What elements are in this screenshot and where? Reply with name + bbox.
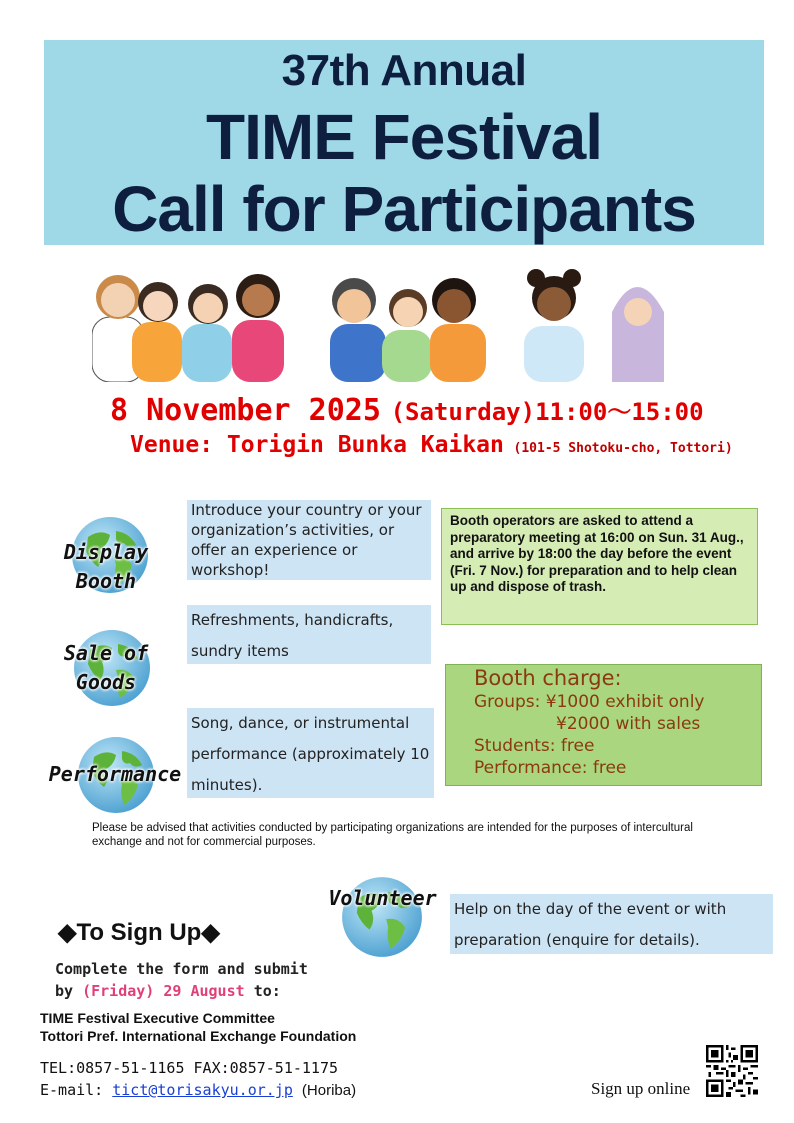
venue-name: Venue: Torigin Bunka Kaikan — [130, 432, 504, 458]
event-date-time — [110, 392, 704, 428]
signup-deadline: (Friday) 29 August — [82, 982, 245, 1000]
category-sale-goods-label — [52, 639, 160, 697]
category-label-line: Booth — [75, 569, 137, 593]
category-sale-goods-description: Refreshments, handicrafts, sundry items — [187, 605, 431, 664]
organizer-committee: TIME Festival Executive Committee — [40, 1010, 275, 1026]
event-time: 11:00～15:00 — [535, 398, 704, 426]
booth-charge-box — [445, 664, 762, 786]
performance-charge: Performance: free — [474, 758, 627, 778]
festival-title: TIME Festival — [206, 101, 602, 173]
signup-online-label: Sign up online — [591, 1079, 691, 1098]
category-display-booth-description: Introduce your country or your organization’s activities, or offer an experience or workshop! — [187, 500, 431, 580]
event-weekday: (Saturday) — [390, 398, 536, 426]
category-label-line: Display — [63, 540, 149, 564]
call-title: Call for Participants — [112, 173, 696, 245]
tel-fax: TEL:0857-51-1165 FAX:0857-51-1175 — [40, 1059, 339, 1077]
groups-label: Groups: — [474, 692, 541, 712]
contact-block — [40, 1057, 356, 1102]
groups-price-sales: ¥2000 with sales — [556, 714, 701, 734]
signup-line-1: Complete the form and submit — [55, 960, 308, 978]
event-date: 8 November 2025 — [110, 393, 381, 428]
groups-price-exhibit: ¥1000 exhibit only — [545, 692, 705, 712]
event-venue — [130, 432, 733, 458]
email-label: E-mail: — [40, 1081, 104, 1099]
category-performance-label: Performance — [48, 762, 182, 786]
category-display-booth-label — [52, 538, 160, 596]
category-label-line: Sale of — [63, 641, 149, 665]
students-charge: Students: free — [474, 736, 595, 756]
signup-line-2 — [55, 980, 308, 1002]
category-performance-description: Song, dance, or instrumental performance (approximately 10 minutes). — [187, 708, 434, 798]
venue-address: (101-5 Shotoku-cho, Tottori) — [513, 441, 733, 456]
signup-instructions — [55, 958, 308, 1002]
volunteer-description: Help on the day of the event or with preparation (enquire for details). — [450, 894, 773, 954]
people-illustration — [92, 262, 692, 382]
groups-charge-row — [474, 691, 761, 713]
category-label-line: Goods — [75, 670, 137, 694]
disclaimer-text: Please be advised that activities conducted by participating organizations are intended for the purposes of intercultural exchange and not for commercial purposes. — [92, 822, 693, 848]
edition-title: 37th Annual — [281, 46, 527, 95]
organizer-block — [40, 1009, 356, 1045]
deadline-suffix: to: — [253, 982, 281, 1000]
organizer-foundation: Tottori Pref. International Exchange Foundation — [40, 1028, 357, 1044]
booth-charge-title: Booth charge: — [474, 666, 622, 690]
email-contact-name: (Horiba) — [301, 1082, 357, 1099]
deadline-prefix: by — [55, 982, 74, 1000]
qr-code-icon[interactable] — [706, 1045, 758, 1097]
booth-operator-note: Booth operators are asked to attend a preparatory meeting at 16:00 on Sun. 31 Aug., and arrive by 18:00 the day before the event (Fri. 7 Nov.) for preparation and to help clean up and dispose of trash. — [441, 508, 758, 625]
header-banner — [44, 40, 764, 245]
email-row — [40, 1079, 356, 1102]
volunteer-label: Volunteer — [328, 886, 437, 910]
email-link[interactable]: tict@torisakyu.or.jp — [112, 1081, 293, 1099]
signup-title: ◆To Sign Up◆ — [58, 919, 220, 946]
